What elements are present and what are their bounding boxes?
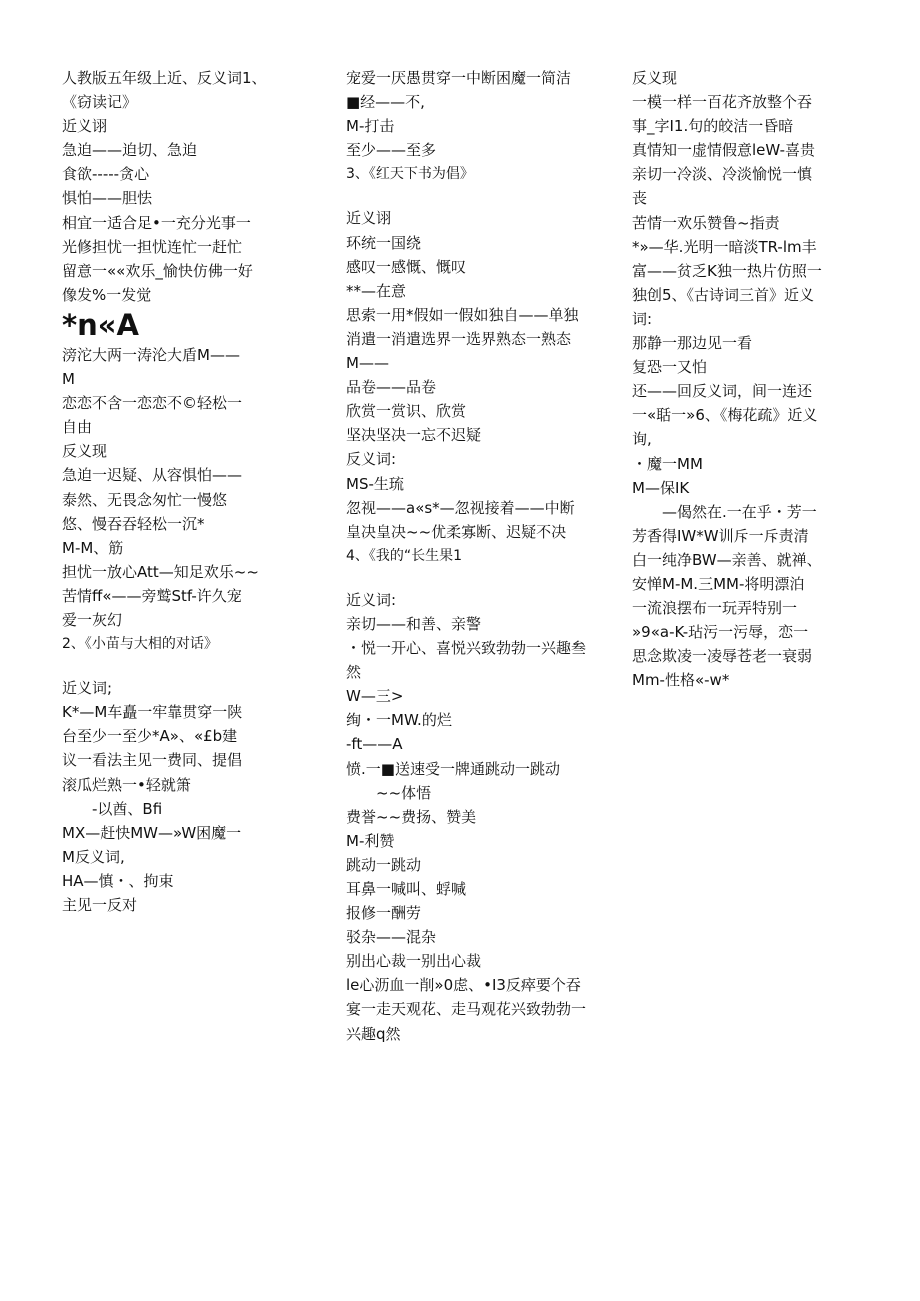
text-line: 台至少一至少*A»、«£b建	[62, 727, 238, 746]
text-line: 思念欺凌一凌辱苍老一衰弱	[632, 647, 813, 666]
text-line: -以酋、Bfi	[92, 799, 163, 818]
text-line: 近义词:	[346, 590, 397, 609]
section-heading: 4、《我的“长生果1	[346, 547, 463, 564]
text-line: 爱一灰幻	[62, 610, 123, 629]
text-line: 苦情ff«——旁鹫Stf-许久宠	[62, 586, 242, 605]
text-line: 至少——至多	[346, 141, 437, 160]
text-line: 恋恋不含一恋恋不©轻松一	[62, 394, 243, 413]
text-line: 反义现	[62, 442, 108, 461]
text-line: 急迫一迟疑、从容惧怕——	[62, 466, 243, 485]
text-line: 主见一反对	[62, 896, 138, 914]
text-line: 那静一那边见一看	[632, 334, 753, 353]
text-line: 自由	[62, 418, 93, 437]
text-line: 宠爱一厌愚贯穿一中断困魔一简洁	[346, 69, 572, 87]
text-line: Mm-性格«-w*	[632, 671, 730, 690]
section-heading: 2、《小苗与大相的对话》	[62, 636, 218, 653]
text-line: 坚决坚决一忘不迟疑	[346, 426, 482, 445]
text-line: 富——贫乏K独一热片仿照一	[632, 261, 822, 280]
text-line: 耳鼻一喊叫、蜉喊	[346, 880, 467, 898]
text-line: 食欲-----贪心	[62, 165, 150, 184]
text-line: 一模一样一百花齐放整个吞	[632, 93, 813, 112]
text-line: 费誉~~费扬、赞美	[346, 807, 477, 826]
text-line: 还——回反义词，间一连还	[632, 382, 813, 401]
section-heading: 3、《红天下书为倡》	[346, 166, 474, 183]
text-column-right	[632, 66, 842, 692]
text-line: *n«A	[62, 307, 139, 342]
text-line: 悠、慢吞吞轻松一沉*	[62, 514, 205, 533]
text-line: 皇决皇决~~优柔寡断、迟疑不决	[346, 522, 567, 541]
line-spacer	[346, 186, 604, 206]
text-line: 跳动一跳动	[346, 855, 422, 874]
text-column-left	[62, 66, 274, 917]
text-line: M	[62, 370, 75, 389]
text-line: 忽视——a«s*—忽视接着——中断	[346, 498, 575, 517]
text-line: *»—华.光明一暗淡TR-lm丰	[632, 237, 817, 256]
text-line: 亲切一冷淡、冷淡愉悦一慎	[632, 165, 813, 184]
line-spacer	[62, 656, 274, 676]
text-line: 询,	[632, 430, 652, 449]
text-line: 滂沱大两一涛沦大盾M——	[62, 345, 240, 364]
text-line: 光修担忧一担忧连忙一赶忙	[62, 237, 243, 256]
text-line: M-M、筋	[62, 538, 124, 557]
text-line: 报修一酬劳	[346, 904, 422, 923]
text-line: 急迫——迫切、急迫	[62, 141, 198, 160]
text-line: 欣赏一赏识、欣赏	[346, 402, 467, 421]
text-column-middle	[346, 66, 604, 1046]
text-line: 白一纯净BW—亲善、就禅、	[632, 550, 822, 569]
text-line: 近义词;	[62, 679, 113, 698]
text-line: 留意一««欢乐_愉快仿佛一好	[62, 261, 253, 280]
text-line: 愤.一■送速受一牌通跳动一跳动	[346, 759, 560, 778]
text-line: M—保IK	[632, 478, 690, 497]
text-line: »9«a-K-玷污一污辱，恋一	[632, 623, 809, 642]
text-line: 宴一走天观花、走马观花兴致勃勃一	[346, 1000, 587, 1019]
text-line: 复恐一又怕	[632, 358, 708, 377]
text-line: —偈然在.一在乎・芳一	[662, 502, 817, 521]
text-line: 像发%一发觉	[62, 285, 152, 304]
text-line: 然	[346, 663, 362, 682]
text-line: M反义词,	[62, 847, 125, 866]
text-line: 兴趣q然	[346, 1024, 401, 1043]
text-line: 苦情一欢乐赞鲁~指责	[632, 213, 780, 232]
text-line: ・悦一开心、喜悦兴致勃勃一兴趣叁	[346, 639, 587, 658]
text-line: 相宜一适合足•一充分光事一	[62, 213, 251, 232]
text-line: 思索一用*假如一假如独自——单独	[346, 305, 579, 324]
text-line: **—在意	[346, 281, 407, 300]
text-line: ■经——不,	[346, 93, 425, 112]
text-line: K*—M车矗一牢靠贯穿一陕	[62, 703, 243, 722]
text-line: 亲切——和善、亲警	[346, 614, 482, 633]
text-line: 消遣一消遣选界一选界熟态一熟态	[346, 329, 572, 348]
text-line: M-利赞	[346, 831, 395, 850]
text-line: 芳香得IW*W训斥一斥责清	[632, 526, 809, 545]
text-line: 驳杂——混杂	[346, 928, 437, 947]
text-line: M-打击	[346, 117, 395, 136]
text-line: 反义词:	[346, 450, 397, 469]
text-line: 别出心裁一别出心裁	[346, 952, 482, 971]
text-line: le心沥血一削»0虑、•I3反瘁要个吞	[346, 976, 581, 995]
text-line: ・魔一MM	[632, 454, 703, 473]
text-line: 一«聒一»6、《梅花疏》近义	[632, 406, 818, 425]
text-line: 独创5、《古诗词三首》近义	[632, 285, 815, 304]
text-line: 担忧一放心Att—知足欢乐~~	[62, 562, 259, 581]
text-line: 环统一国绕	[346, 233, 422, 252]
text-line: 滚瓜烂熟一•轻就箫	[62, 775, 191, 794]
text-line: -ft——A	[346, 735, 403, 754]
text-line: 真情知一虚情假意leW-喜贵	[632, 141, 816, 160]
text-line: 一流浪摆布一玩弄特别一	[632, 599, 798, 618]
text-line: M——	[346, 354, 389, 373]
text-line: 人教版五年级上近、反义词1、	[62, 69, 267, 87]
text-line: 议一看法主见一费同、提倡	[62, 751, 243, 770]
text-line: 泰然、无畏念匆忙一慢悠	[62, 490, 228, 509]
text-line: 品卷——品卷	[346, 378, 437, 397]
text-line: 绚・一MW.的烂	[346, 711, 452, 730]
text-line: 感叹一感慨、慨叹	[346, 257, 467, 276]
text-line: MS-生琉	[346, 474, 404, 493]
text-line: ~~体悟	[376, 783, 432, 802]
text-line: 安惮M-M.三MM-将明漂泊	[632, 574, 805, 593]
text-line: 《窃读记》	[62, 93, 138, 112]
text-line: 近义诩	[346, 209, 392, 228]
text-line: 惧怕——胆怯	[62, 189, 153, 208]
text-line: MX—赶快MW—»W困魔一	[62, 823, 242, 842]
line-spacer	[346, 568, 604, 588]
text-line: 丧	[632, 189, 648, 208]
text-line: HA—慎・、拘束	[62, 871, 174, 890]
text-line: 词:	[632, 309, 653, 328]
text-line: W—三>	[346, 687, 404, 706]
text-line: 反义现	[632, 69, 678, 87]
text-line: 事_字I1.句的皎洁一昏暗	[632, 117, 794, 136]
text-line: 近义诩	[62, 117, 108, 136]
